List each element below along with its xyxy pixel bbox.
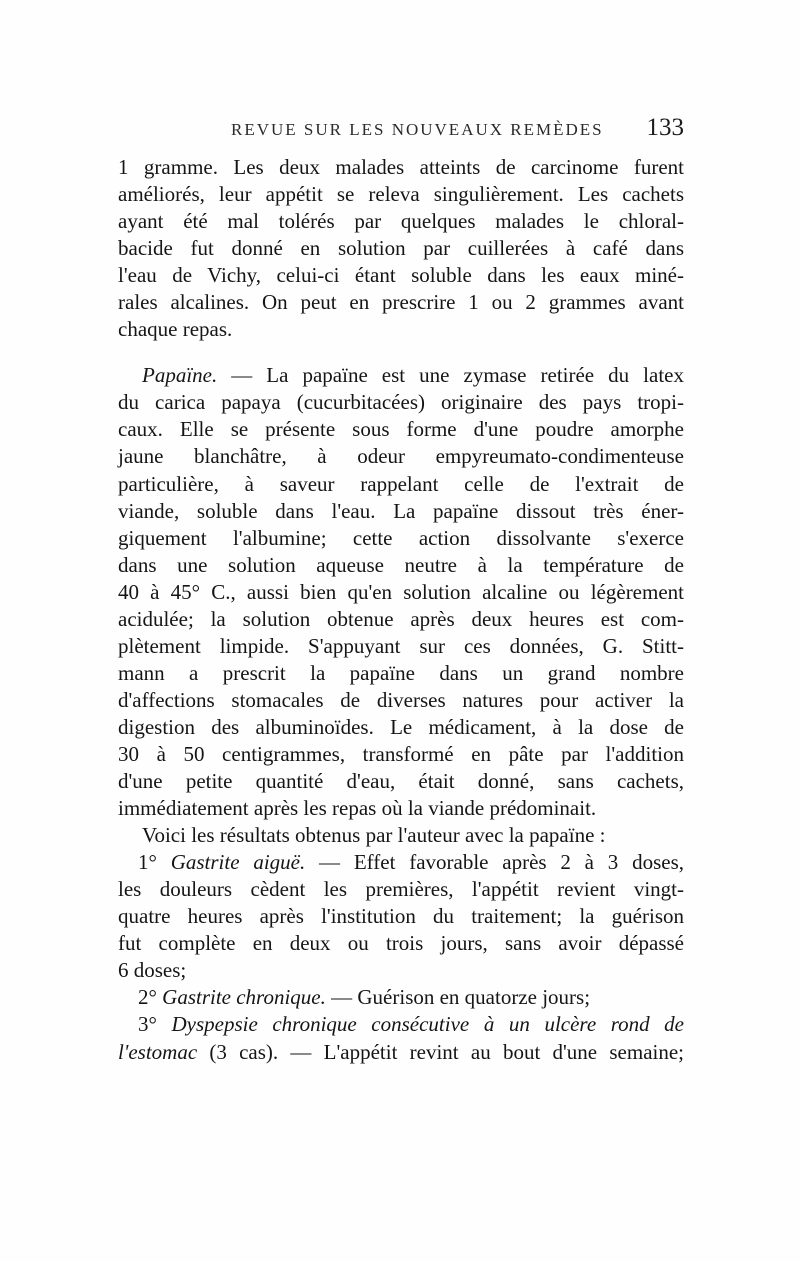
- text-line: plètement limpide. S'appuyant sur ces données, G. Stitt-: [118, 633, 684, 658]
- text-line: [118, 1011, 684, 1038]
- item-number: 1°: [138, 850, 157, 875]
- text-line: rales alcalines. On peut en prescrire 1 ou 2 grammes avant: [118, 290, 684, 315]
- paragraph-papaine: [118, 362, 684, 822]
- text-line: caux. Elle se présente sous forme d'une poudre amorphe: [118, 417, 684, 442]
- text-line: [118, 849, 684, 876]
- page-number: 133: [646, 114, 684, 141]
- text-line: d'affections stomacales de diverses natures pour activer la: [118, 687, 684, 712]
- paragraph-results-intro: [118, 822, 684, 849]
- section-title-papaine: Papaïne.: [142, 363, 218, 388]
- text-line: immédiatement après les repas où la viande prédominait.: [118, 796, 597, 821]
- text-line: 30 à 50 centigrammes, transformé en pâte par l'addition: [118, 741, 684, 766]
- text-line: ayant été mal tolérés par quelques malades le chloral-: [118, 209, 684, 234]
- text-line: jaune blanchâtre, à odeur empyreumato-condimenteuse: [118, 444, 684, 469]
- text-line: giquement l'albumine; cette action dissolvante s'exerce: [118, 525, 684, 550]
- text-run: — La papaïne est une zymase retirée du latex: [217, 363, 684, 388]
- paragraph-chloralbacide: [118, 154, 684, 343]
- page-body: [118, 154, 684, 1066]
- text-line: l'eau de Vichy, celui-ci étant soluble dans les eaux miné-: [118, 263, 684, 288]
- text-line: digestion des albuminoïdes. Le médicament, à la dose de: [118, 714, 684, 739]
- text-line: améliorés, leur appétit se releva singulièrement. Les cachets: [118, 182, 684, 207]
- text-line: viande, soluble dans l'eau. La papaïne dissout très éner-: [118, 498, 684, 523]
- text-line: dans une solution aqueuse neutre à la température de: [118, 552, 684, 577]
- text-run: — Guérison en quatorze jours;: [325, 985, 591, 1010]
- list-item-gastrite-aigue: [118, 849, 684, 984]
- list-item-dyspepsie: [118, 1011, 684, 1065]
- text-line: [118, 362, 684, 389]
- text-run: (3 cas). — L'appétit revint au bout d'une semaine;: [197, 1039, 684, 1064]
- text-line: particulière, à saveur rappelant celle de l'extrait de: [118, 471, 684, 496]
- text-line: quatre heures après l'institution du traitement; la guérison: [118, 904, 684, 929]
- running-head: REVUE SUR LES NOUVEAUX REMÈDES: [231, 120, 604, 139]
- item-number: 2°: [138, 985, 157, 1010]
- item-title: Gastrite aiguë.: [170, 850, 306, 875]
- item-title: Dyspepsie chronique consécutive à un ulcère rond de: [171, 1012, 685, 1037]
- text-line: les douleurs cèdent les premières, l'appétit revient vingt-: [118, 877, 684, 902]
- item-title-continued: l'estomac: [118, 1039, 198, 1064]
- text-line: 40 à 45° C., aussi bien qu'en solution alcaline ou légèrement: [118, 579, 684, 604]
- text-line: bacide fut donné en solution par cuillerées à café dans: [118, 236, 684, 261]
- text-line: [118, 984, 684, 1011]
- text-line: 6 doses;: [118, 958, 187, 983]
- text-line: 1 gramme. Les deux malades atteints de carcinome furent: [118, 155, 684, 179]
- text-line: du carica papaya (cucurbitacées) originaire des pays tropi-: [118, 390, 684, 415]
- text-line: acidulée; la solution obtenue après deux heures est com-: [118, 606, 684, 631]
- text-line: mann a prescrit la papaïne dans un grand nombre: [118, 660, 684, 685]
- page-header: [118, 114, 684, 150]
- paragraph-gap: [118, 343, 684, 362]
- text-line: [118, 1039, 684, 1066]
- text-run: — Effet favorable après 2 à 3 doses,: [305, 850, 685, 875]
- list-item-gastrite-chronique: [118, 984, 684, 1011]
- text-line: fut complète en deux ou trois jours, sans avoir dépassé: [118, 931, 684, 956]
- text-line: d'une petite quantité d'eau, était donné, sans cachets,: [118, 769, 684, 794]
- text-line: Voici les résultats obtenus par l'auteur avec la papaïne :: [142, 823, 606, 848]
- text-line: chaque repas.: [118, 317, 233, 342]
- item-number: 3°: [138, 1012, 157, 1037]
- item-title: Gastrite chronique.: [162, 985, 326, 1010]
